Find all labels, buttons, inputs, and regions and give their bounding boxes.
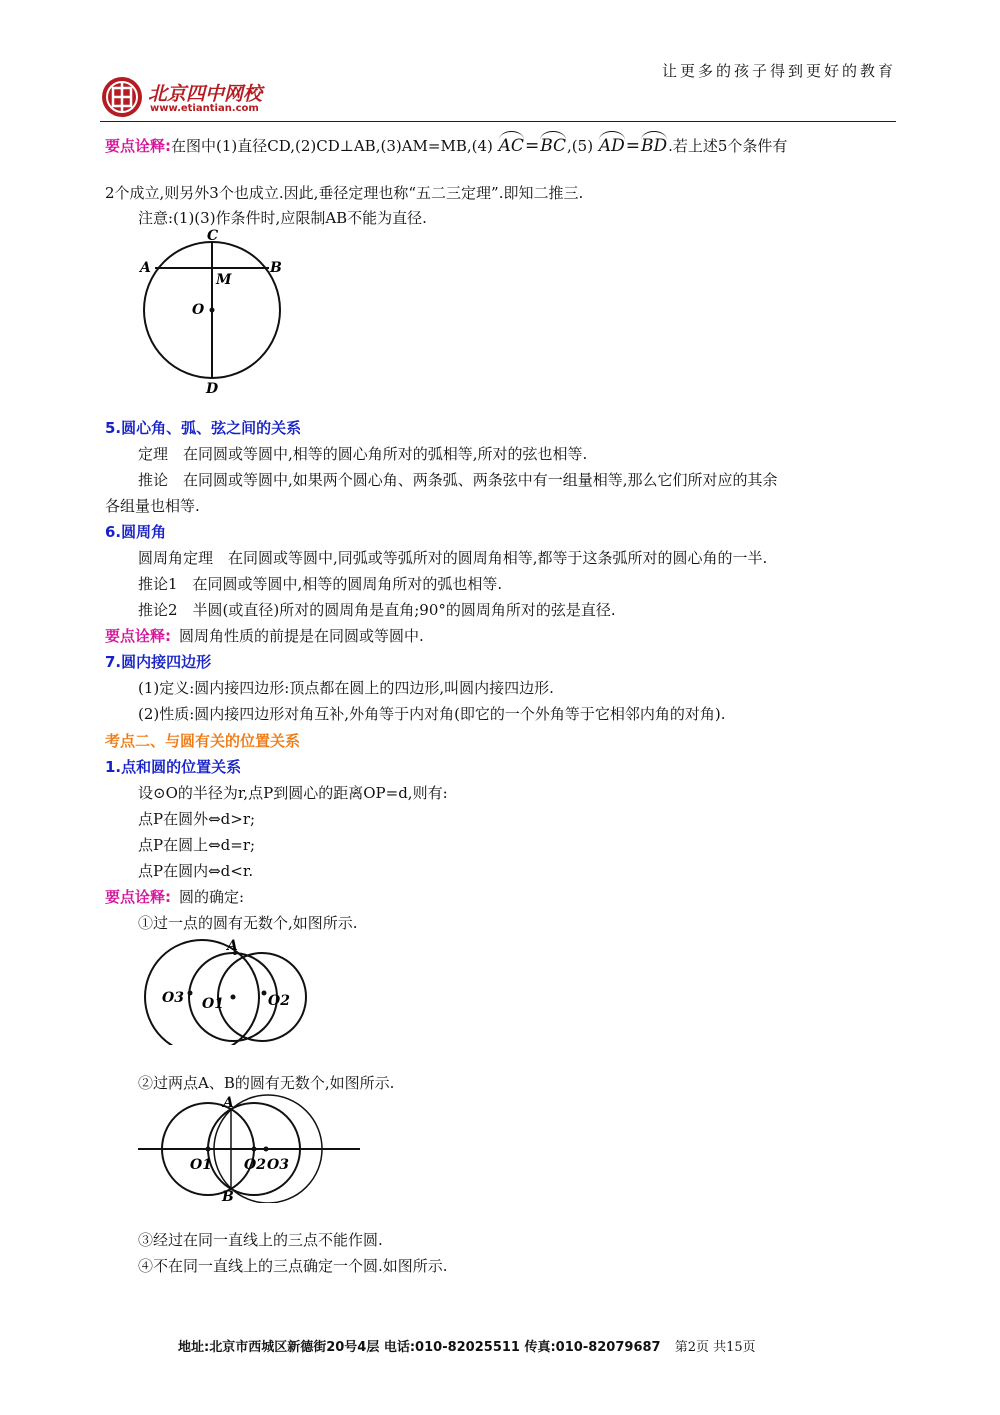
key-note-text: 在图中(1)直径CD,(2)CD⊥AB,(3)AM=MB,(4) (171, 137, 493, 155)
section-6-title: 6.圆周角 (105, 523, 167, 541)
label-o2: O2 (268, 993, 290, 1009)
s5-corollary-cont: 各组量也相等. (105, 497, 200, 515)
s6-note-text: 圆周角性质的前提是在同圆或等圆中. (179, 627, 424, 645)
k2-sub-1-title: 1.点和圆的位置关系 (105, 758, 242, 776)
page-footer (178, 1336, 756, 1355)
dot-o1 (231, 995, 236, 1000)
label-o3: O3 (162, 990, 184, 1006)
k2-note-text: 圆的确定: (179, 888, 245, 906)
kaodian-2-title: 考点二、与圆有关的位置关系 (105, 732, 301, 750)
s7-item-1: (1)定义:圆内接四边形:顶点都在圆上的四边形,叫圆内接四边形. (138, 679, 554, 697)
arc-ad: AD (599, 131, 625, 157)
k2-line-2: 点P在圆外⇔d>r; (138, 810, 256, 828)
key-note-line-1 (105, 131, 787, 157)
label-o2: O2 (244, 1157, 266, 1173)
logo-text: 北京四中网校 (148, 83, 263, 105)
section-5-title: 5.圆心角、弧、弦之间的关系 (105, 419, 302, 437)
label-o3: O3 (267, 1157, 289, 1173)
equals-sign-2: = (625, 136, 640, 156)
s5-theorem: 定理 在同圆或等圆中,相等的圆心角所对的弧相等,所对的弦也相等. (138, 445, 588, 463)
header-slogan: 让更多的孩子得到更好的教育 (661, 62, 896, 80)
s6-corollary-1: 推论1 在同圆或等圆中,相等的圆周角所对的弧也相等. (138, 575, 503, 593)
figure-circles-through-one-point (130, 935, 320, 1045)
footer-address: 地址:北京市西城区新德街20号4层 电话:010-82025511 传真:010-82079687 (178, 1340, 661, 1355)
k2-line-3: 点P在圆上⇔d=r; (138, 836, 256, 854)
page-header (0, 0, 1000, 125)
equals-sign: = (524, 136, 540, 156)
label-m: M (216, 272, 232, 288)
note-line: 注意:(1)(3)作条件时,应限制AB不能为直径. (138, 209, 427, 227)
center-dot (210, 308, 215, 313)
header-rule (100, 121, 896, 122)
logo-url: www.etiantian.com (150, 103, 259, 114)
dot-o2 (252, 1147, 257, 1152)
label-b: B (222, 1189, 234, 1203)
dot-o3 (188, 991, 193, 996)
arc-bc: BC (540, 131, 566, 157)
key-note-line-2: 2个成立,则另外3个也成立.因此,垂径定理也称“五二三定理”.即知二推三. (105, 184, 584, 202)
k2-item-1: ①过一点的圆有无数个,如图所示. (138, 914, 358, 932)
k2-item-2: ②过两点A、B的圆有无数个,如图所示. (138, 1074, 395, 1092)
k2-note-label: 要点诠释: (105, 888, 171, 906)
figure-perpendicular-diameter (130, 228, 300, 396)
label-b: B (270, 260, 282, 276)
section-7-title: 7.圆内接四边形 (105, 653, 212, 671)
dot-o2 (262, 991, 267, 996)
label-o: O (192, 302, 205, 318)
label-d: D (206, 381, 219, 396)
k2-line-4: 点P在圆内⇔d<r. (138, 862, 254, 880)
label-o1: O1 (202, 996, 224, 1012)
figure-circles-through-two-points (138, 1093, 363, 1203)
s5-corollary: 推论 在同圆或等圆中,如果两个圆心角、两条弧、两条弦中有一组量相等,那么它们所对应的其余 (138, 471, 778, 489)
arc-ac: AC (499, 131, 524, 157)
label-c: C (207, 228, 219, 244)
arc-bd: BD (641, 131, 667, 157)
k2-note (105, 886, 244, 908)
key-note-text-3: .若上述5个条件有 (668, 137, 788, 155)
k2-item-4: ④不在同一直线上的三点确定一个圆.如图所示. (138, 1257, 448, 1275)
dot-o3 (264, 1147, 269, 1152)
footer-page-number: 第2页 共15页 (674, 1340, 756, 1355)
dot-o1 (206, 1147, 211, 1152)
s6-corollary-2: 推论2 半圆(或直径)所对的圆周角是直角;90°的圆周角所对的弦是直径. (138, 601, 616, 619)
key-note-label: 要点诠释: (105, 137, 171, 155)
s6-note (105, 625, 424, 647)
label-a: A (223, 1095, 234, 1111)
s7-item-2: (2)性质:圆内接四边形对角互补,外角等于内对角(即它的一个外角等于它相邻内角的对角). (138, 705, 726, 723)
k2-item-3: ③经过在同一直线上的三点不能作圆. (138, 1231, 383, 1249)
s6-note-label: 要点诠释: (105, 627, 171, 645)
label-a: A (227, 938, 238, 954)
label-o1: O1 (190, 1157, 212, 1173)
k2-line-1: 设⊙O的半径为r,点P到圆心的距离OP=d,则有: (138, 784, 448, 802)
s6-theorem: 圆周角定理 在同圆或等圆中,同弧或等弧所对的圆周角相等,都等于这条弧所对的圆心角的一半. (138, 549, 768, 567)
logo-emblem-icon (100, 75, 144, 119)
label-a: A (140, 260, 151, 276)
logo (100, 75, 300, 119)
key-note-text-2: ,(5) (567, 137, 594, 155)
